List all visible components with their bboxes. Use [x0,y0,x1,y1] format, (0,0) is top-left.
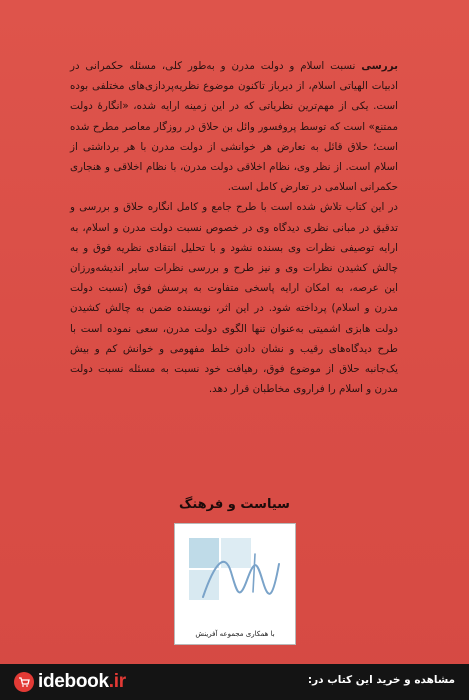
blurb-lead-word: بررسی [361,60,398,72]
site-name-tail: .ir [108,671,126,692]
cart-icon [14,672,34,692]
idebook-logo-link[interactable] [14,671,126,693]
back-cover-blurb [70,56,398,399]
blurb-paragraph-1 [70,56,398,197]
site-name-main: idebook [38,671,109,692]
series-label: سیاست و فرهنگ [179,497,290,512]
footer-bar [0,664,469,700]
buy-text: مشاهده و خرید این کتاب در: [307,674,455,686]
publisher-logo [174,523,296,645]
publisher-caption: با همکاری مجموعه آفرینش [195,630,275,638]
publisher-script-logo [195,542,285,612]
blurb-paragraph-1-text: نسبت اسلام و دولت مدرن و به‌طور کلی، مسئله حکمرانی در ادبیات الهیاتی اسلام، از دیرباز تاکنون موضوع نظریه‌پردازی‌های مختلفی بوده است. یکی از مهم‌ترین نظریاتی که در این زمینه ارایه شده، «انگارهٔ دولت ممتنع» است که توسط پروفسور وائل بن حلاق در روزگار معاصر مطرح شده است؛ حلاق قائل به تعارض هر خوانشی از دولت مدرن با هر برداشتی از اسلام است. از نظر وی، نظام اخلاقی دولت مدرن، با نظام اخلاقی و هنجاری حکمرانی اسلامی در تعارض کامل است. [70,60,398,194]
blurb-paragraph-2: در این کتاب تلاش شده است با طرح جامع و کامل انگاره حلاق و بررسی و تدقیق در مبانی نظری دیدگاه وی در خصوص نسبت دولت مدرن و اسلام، به ارایه توصیفی نظرات وی بسنده نشود و با تحلیل انتقادی نظریه فوق و به چالش کشیدن نظرات وی و نیز طرح و بررسی نظرات سایر اندیشه‌ورزان این عرصه، به امکان ارایه پاسخی متفاوت به پرسش فوق (نسبت دولت مدرن و اسلام) پرداخته شود. در این اثر، نویسنده ضمن به چالش کشیدن دولت هابزی اشمیتی به‌عنوان تنها الگوی دولت مدرن، سعی نموده است با طرح دیدگاه‌های رقیب و نشان دادن خلط مفهومی و خوانش کم و بیش یک‌جانبه حلاق از موضوع فوق، رهیافت خود نسبت به مسئله نسبت دولت مدرن و اسلام را فراروی مخاطبان قرار دهد. [70,201,398,396]
